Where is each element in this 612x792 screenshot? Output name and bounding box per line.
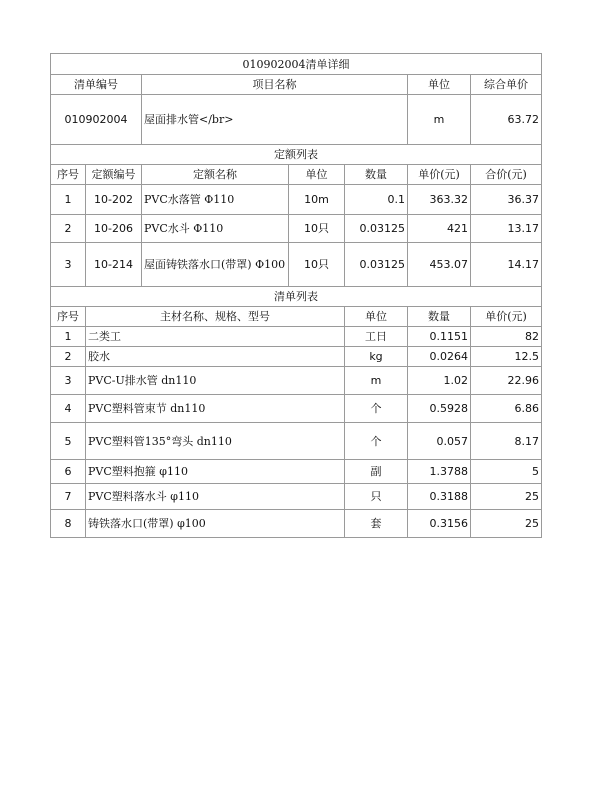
bill-detail-table	[50, 53, 542, 538]
material-no: 7	[51, 484, 86, 510]
quota-header-price: 单价(元)	[408, 165, 471, 185]
material-name: PVC塑料抱箍 φ110	[86, 460, 345, 484]
material-price: 6.86	[471, 395, 542, 423]
table-row	[51, 484, 542, 510]
material-unit: 副	[345, 460, 408, 484]
quota-total: 14.17	[471, 243, 542, 287]
material-qty: 1.3788	[408, 460, 471, 484]
quota-unit: 10m	[289, 185, 345, 215]
quota-total: 13.17	[471, 215, 542, 243]
quota-name: PVC水斗 Φ110	[142, 215, 289, 243]
table-row	[51, 510, 542, 538]
quota-qty: 0.03125	[345, 243, 408, 287]
bill-name: 屋面排水管</br>	[142, 95, 408, 145]
material-no: 6	[51, 460, 86, 484]
material-unit: m	[345, 367, 408, 395]
material-price: 25	[471, 484, 542, 510]
material-unit: kg	[345, 347, 408, 367]
quota-price: 453.07	[408, 243, 471, 287]
table-row	[51, 395, 542, 423]
material-name: 二类工	[86, 327, 345, 347]
material-no: 5	[51, 423, 86, 460]
page-title: 010902004清单详细	[51, 54, 542, 75]
materials-header-name: 主材名称、规格、型号	[86, 307, 345, 327]
material-unit: 套	[345, 510, 408, 538]
header-unit: 单位	[408, 75, 471, 95]
quota-code: 10-206	[86, 215, 142, 243]
material-no: 2	[51, 347, 86, 367]
quota-header-no: 序号	[51, 165, 86, 185]
table-row	[51, 185, 542, 215]
material-qty: 0.1151	[408, 327, 471, 347]
material-name: 铸铁落水口(带罩) φ100	[86, 510, 345, 538]
quota-unit: 10只	[289, 243, 345, 287]
material-no: 8	[51, 510, 86, 538]
quota-header-unit: 单位	[289, 165, 345, 185]
quota-header-name: 定额名称	[142, 165, 289, 185]
quota-name: 屋面铸铁落水口(带罩) Φ100	[142, 243, 289, 287]
materials-header-qty: 数量	[408, 307, 471, 327]
material-no: 3	[51, 367, 86, 395]
header-unit-price: 综合单价	[471, 75, 542, 95]
quota-header-total: 合价(元)	[471, 165, 542, 185]
quota-no: 3	[51, 243, 86, 287]
quota-unit: 10只	[289, 215, 345, 243]
table-row	[51, 460, 542, 484]
material-no: 4	[51, 395, 86, 423]
table-row	[51, 243, 542, 287]
material-name: PVC塑料管135°弯头 dn110	[86, 423, 345, 460]
table-row	[51, 423, 542, 460]
material-unit: 个	[345, 423, 408, 460]
material-unit: 个	[345, 395, 408, 423]
quota-price: 363.32	[408, 185, 471, 215]
materials-header-unit: 单位	[345, 307, 408, 327]
material-name: PVC塑料管束节 dn110	[86, 395, 345, 423]
quota-total: 36.37	[471, 185, 542, 215]
bill-price: 63.72	[471, 95, 542, 145]
quota-no: 1	[51, 185, 86, 215]
table-row	[51, 215, 542, 243]
materials-header-no: 序号	[51, 307, 86, 327]
material-name: 胶水	[86, 347, 345, 367]
material-price: 25	[471, 510, 542, 538]
material-qty: 0.3188	[408, 484, 471, 510]
material-price: 22.96	[471, 367, 542, 395]
quota-qty: 0.03125	[345, 215, 408, 243]
material-price: 5	[471, 460, 542, 484]
materials-section-title: 清单列表	[51, 287, 542, 307]
material-qty: 0.3156	[408, 510, 471, 538]
material-name: PVC-U排水管 dn110	[86, 367, 345, 395]
bill-code: 010902004	[51, 95, 142, 145]
material-price: 82	[471, 327, 542, 347]
quota-header-qty: 数量	[345, 165, 408, 185]
material-qty: 0.057	[408, 423, 471, 460]
bill-unit: m	[408, 95, 471, 145]
quota-name: PVC水落管 Φ110	[142, 185, 289, 215]
material-qty: 0.0264	[408, 347, 471, 367]
quota-code: 10-214	[86, 243, 142, 287]
material-unit: 只	[345, 484, 408, 510]
material-qty: 0.5928	[408, 395, 471, 423]
material-name: PVC塑料落水斗 φ110	[86, 484, 345, 510]
material-price: 8.17	[471, 423, 542, 460]
quota-price: 421	[408, 215, 471, 243]
material-unit: 工日	[345, 327, 408, 347]
table-row	[51, 347, 542, 367]
quota-code: 10-202	[86, 185, 142, 215]
quota-header-code: 定额编号	[86, 165, 142, 185]
material-no: 1	[51, 327, 86, 347]
material-price: 12.5	[471, 347, 542, 367]
quota-no: 2	[51, 215, 86, 243]
material-qty: 1.02	[408, 367, 471, 395]
table-row	[51, 327, 542, 347]
table-row	[51, 367, 542, 395]
quota-qty: 0.1	[345, 185, 408, 215]
header-item-name: 项目名称	[142, 75, 408, 95]
quota-section-title: 定额列表	[51, 145, 542, 165]
header-bill-code: 清单编号	[51, 75, 142, 95]
materials-header-price: 单价(元)	[471, 307, 542, 327]
